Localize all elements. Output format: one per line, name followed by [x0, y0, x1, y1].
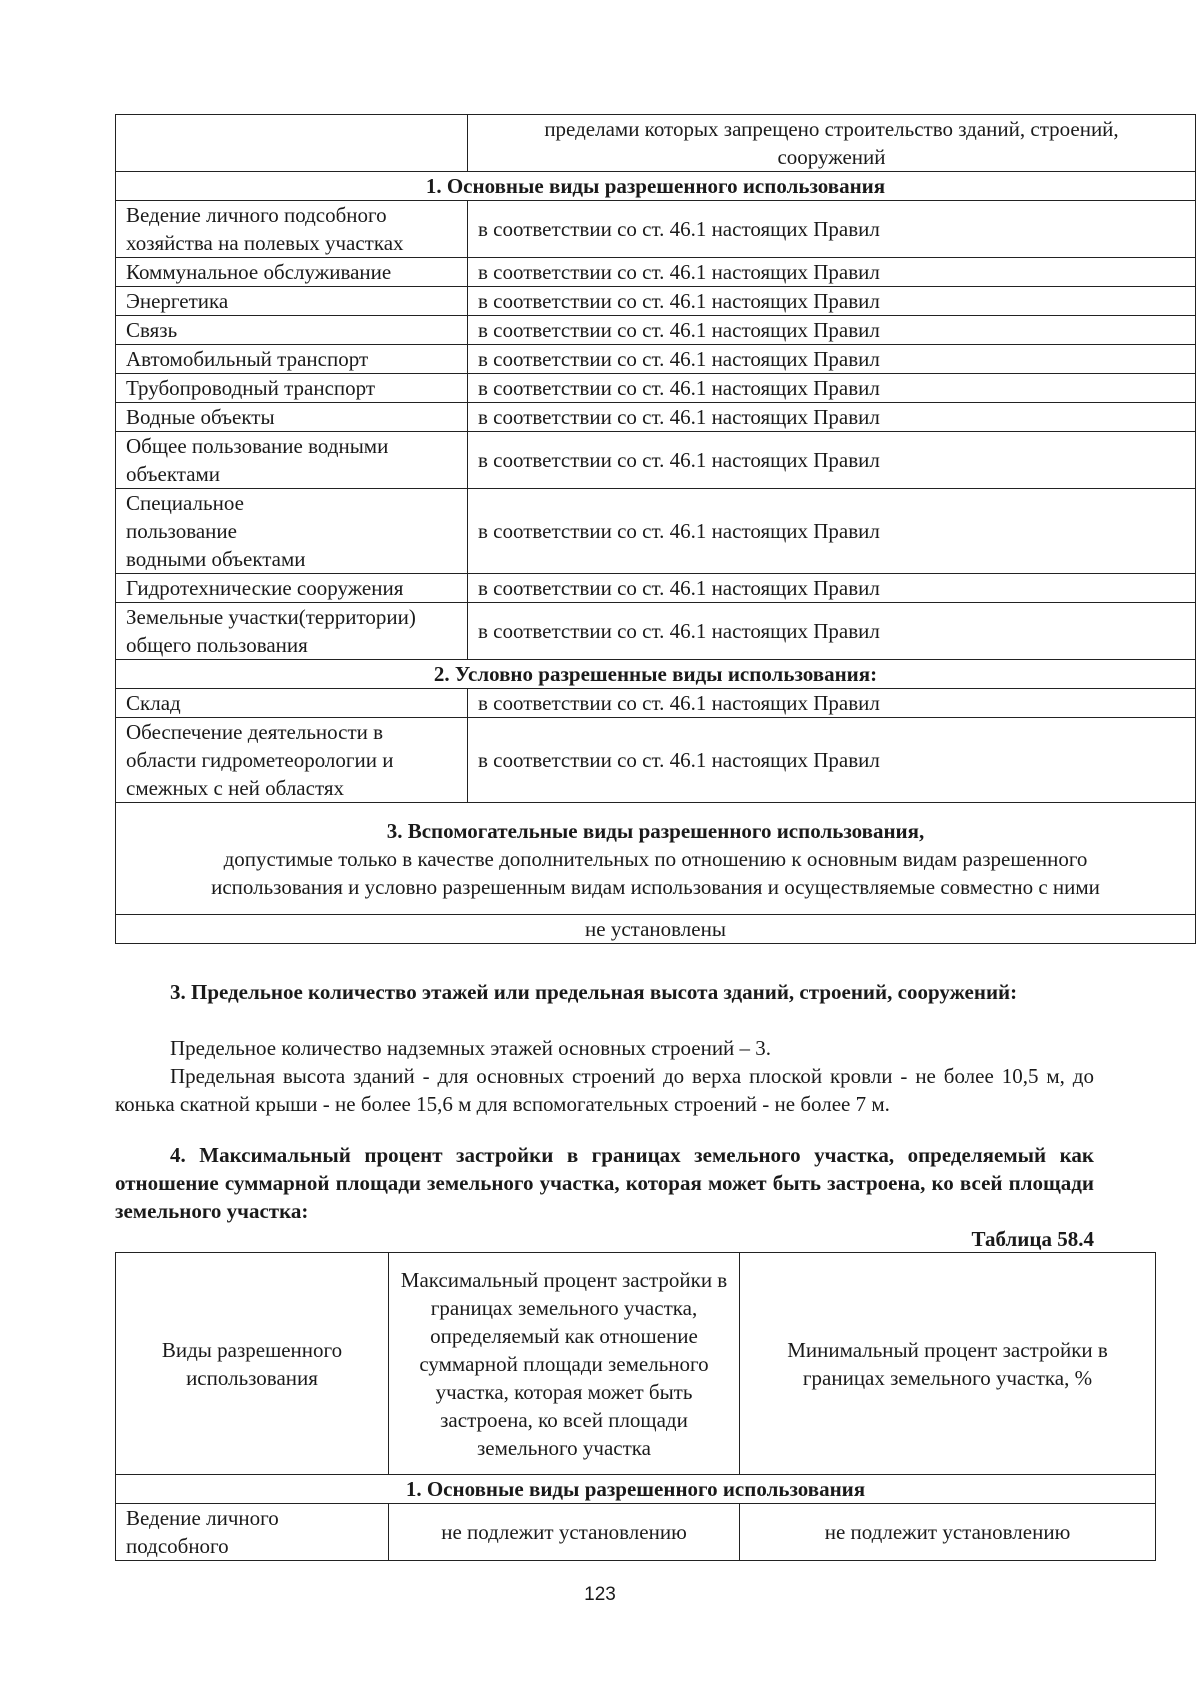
- section-heading: 4. Максимальный процент застройки в границах земельного участка, определяемый как отношение суммарной площади земельного участка, которая может быть застроена, ко всей площади земельного участка:: [115, 1143, 1094, 1223]
- column-header: Виды разрешенного использования: [116, 1253, 389, 1475]
- table-cell: [116, 115, 468, 172]
- param-cell: в соответствии со ст. 46.1 настоящих Правил: [468, 403, 1196, 432]
- param-cell: в соответствии со ст. 46.1 настоящих Правил: [468, 258, 1196, 287]
- table-row: [116, 603, 1196, 660]
- use-type-cell: Общее пользование водными объектами: [116, 432, 468, 489]
- table-row: [116, 1504, 1156, 1561]
- table-row: [116, 403, 1196, 432]
- use-type-cell: Обеспечение деятельности в области гидрометеорологии и смежных с ней областях: [116, 718, 468, 803]
- use-type-cell: Водные объекты: [116, 403, 468, 432]
- table-row: [116, 689, 1196, 718]
- section-title-cell: [116, 803, 1196, 915]
- column-header: Максимальный процент застройки в границах земельного участка, определяемый как отношение суммарной площади земельного участка, которая может быть застроена, ко всей площади земельного участка: [389, 1253, 740, 1475]
- use-type-cell: Коммунальное обслуживание: [116, 258, 468, 287]
- use-type-cell: Ведение личного подсобного хозяйства на полевых участках: [116, 201, 468, 258]
- building-percentage-table: [115, 1252, 1156, 1561]
- use-type-cell: Ведение личного подсобного: [116, 1504, 389, 1561]
- use-type-cell: Гидротехнические сооружения: [116, 574, 468, 603]
- paragraph: Предельное количество надземных этажей основных строений – 3.: [170, 1036, 772, 1060]
- param-cell: в соответствии со ст. 46.1 настоящих Правил: [468, 287, 1196, 316]
- section-heading: 3. Предельное количество этажей или предельная высота зданий, строений, сооружений:: [170, 980, 1018, 1004]
- use-type-cell: Склад: [116, 689, 468, 718]
- param-cell: не подлежит установлению: [740, 1504, 1156, 1561]
- use-type-cell: Специальное пользование водными объектами: [116, 489, 468, 574]
- param-cell: не подлежит установлению: [389, 1504, 740, 1561]
- use-type-cell: Энергетика: [116, 287, 468, 316]
- column-header: Минимальный процент застройки в границах земельного участка, %: [740, 1253, 1156, 1475]
- param-cell: в соответствии со ст. 46.1 настоящих Правил: [468, 345, 1196, 374]
- section-header-row: [116, 172, 1196, 201]
- use-type-cell: Земельные участки(территории) общего пользования: [116, 603, 468, 660]
- paragraph: Предельная высота зданий - для основных строений до верха плоской кровли - не более 10,5 м, до конька скатной крыши - не более 15,6 м для вспомогательных строений - не более 7 м.: [115, 1064, 1094, 1116]
- table-row: [116, 287, 1196, 316]
- table-row: [116, 718, 1196, 803]
- section-title: 1. Основные виды разрешенного использования: [116, 1475, 1156, 1504]
- param-cell: в соответствии со ст. 46.1 настоящих Правил: [468, 489, 1196, 574]
- table-row: [116, 345, 1196, 374]
- section-title: 1. Основные виды разрешенного использования: [116, 172, 1196, 201]
- table-row: [116, 574, 1196, 603]
- param-cell: в соответствии со ст. 46.1 настоящих Правил: [468, 603, 1196, 660]
- param-cell: в соответствии со ст. 46.1 настоящих Правил: [468, 574, 1196, 603]
- param-cell: в соответствии со ст. 46.1 настоящих Правил: [468, 432, 1196, 489]
- table-row: [116, 489, 1196, 574]
- table-header-row: [116, 1253, 1156, 1475]
- section-header-row: [116, 1475, 1156, 1504]
- table-row: [116, 915, 1196, 944]
- param-cell: в соответствии со ст. 46.1 настоящих Правил: [468, 201, 1196, 258]
- use-type-cell: Связь: [116, 316, 468, 345]
- table-row: [116, 201, 1196, 258]
- table-row: [116, 432, 1196, 489]
- table-row: [116, 374, 1196, 403]
- permitted-use-table: [115, 114, 1196, 944]
- section-title: 2. Условно разрешенные виды использования:: [116, 660, 1196, 689]
- section-title: 3. Вспомогательные виды разрешенного использования,: [386, 818, 925, 843]
- page-number: 123: [584, 1584, 616, 1605]
- use-type-cell: Трубопроводный транспорт: [116, 374, 468, 403]
- param-cell: не установлены: [116, 915, 1196, 944]
- table-row: [116, 316, 1196, 345]
- section-header-row: [116, 803, 1196, 915]
- use-type-cell: Автомобильный транспорт: [116, 345, 468, 374]
- table-caption: Таблица 58.4: [971, 1227, 1094, 1251]
- table-cell: пределами которых запрещено строительство зданий, строений, сооружений: [468, 115, 1196, 172]
- table-row: [116, 258, 1196, 287]
- param-cell: в соответствии со ст. 46.1 настоящих Правил: [468, 316, 1196, 345]
- section-header-row: [116, 660, 1196, 689]
- table-row: [116, 115, 1196, 172]
- param-cell: в соответствии со ст. 46.1 настоящих Правил: [468, 689, 1196, 718]
- param-cell: в соответствии со ст. 46.1 настоящих Правил: [468, 718, 1196, 803]
- section-description: допустимые только в качестве дополнительных по отношению к основным видам разрешенного использования и условно разрешенным видам использования и осуществляемые совместно с ними: [211, 846, 1100, 899]
- param-cell: в соответствии со ст. 46.1 настоящих Правил: [468, 374, 1196, 403]
